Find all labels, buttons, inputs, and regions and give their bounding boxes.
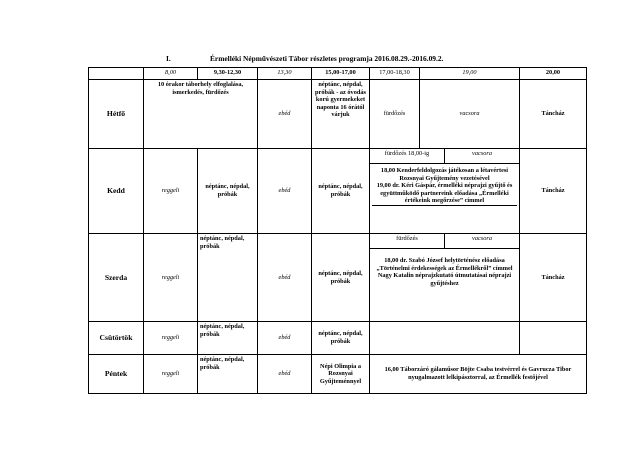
tuesday-morning: néptánc, népdal, próbák [198,149,258,234]
monday-afternoon: néptánc, népdal, próbák - az óvodás korú gyermekeket naponta 16 órától várjuk [312,80,370,149]
header-time-19: 19,00 [420,68,520,80]
tuesday-bath: fürdőzés 18,00-ig [384,150,430,157]
title-number: I. [166,54,171,63]
document-title [166,54,443,63]
wednesday-bath: fürdőzés [396,235,418,242]
row-monday [89,80,587,149]
wednesday-breakfast: reggeli [144,234,198,322]
header-time-8: 8,00 [144,68,198,80]
title-text: Érmelléki Népművészeti Tábor részletes programja 2016.08.29.-2016.09.2. [210,54,444,63]
thursday-afternoon: néptánc, népdal, próbák [312,322,370,355]
wednesday-program-2: Nagy Katalin néprajzkutató útmutatásai néprajzi gyűjtéshez [377,272,512,287]
thursday-lunch: ebéd [258,322,312,355]
friday-breakfast: reggeli [144,355,198,394]
tuesday-program-2: 19,00 dr. Kéri Gáspár, érmelléki néprajzi gyűjtő és együttműködő partnereink előadása „Érmelléki értékeink megőrzése” címmel [372,182,517,206]
monday-bath: fürdőzés [370,80,420,149]
header-time-1330: 13,30 [258,68,312,80]
monday-evening: Táncház [520,80,587,149]
header-row [89,68,587,80]
thursday-empty-evening [370,322,520,355]
tuesday-program-1: 18,00 Kenderfeldolgozás játékosan a létavértesi Rozsnyai Gyűjtemény vezetésével [380,167,509,182]
header-time-17: 17,00-18,30 [370,68,420,80]
thursday-breakfast: reggeli [144,322,198,355]
header-time-15: 15,00-17,00 [312,68,370,80]
header-time-930: 9,30-12,30 [198,68,258,80]
wednesday-program-1: 18,00 dr. Szabó József helytörténész előadása „Történelmi érdekességek az Érmellékről” címmel [376,257,513,272]
day-name: Hétfő [89,80,144,149]
day-name: Kedd [89,149,144,234]
tuesday-dinner: vacsora [444,149,519,163]
wednesday-afternoon: néptánc, népdal, próbák [312,234,370,322]
row-wednesday [89,234,587,322]
thursday-empty-night [520,322,587,355]
tuesday-afternoon: néptánc, népdal, próbák [312,149,370,234]
row-tuesday [89,149,587,234]
thursday-morning: néptánc, népdal, próbák [198,322,258,355]
friday-closing: 16,00 Táborzáró gálaműsor Böjte Csaba testvérrel és Gavrucza Tibor nyugalmazott lelkipásztorral, az Érmellék festőjével [370,355,587,394]
day-name: Péntek [89,355,144,394]
monday-dinner: vacsora [420,80,520,149]
wednesday-lunch: ebéd [258,234,312,322]
wednesday-morning: néptánc, népdal, próbák [198,234,258,322]
row-thursday [89,322,587,355]
friday-morning: néptánc, népdal, próbák [198,355,258,394]
wednesday-dinner: vacsora [444,234,519,248]
tuesday-evening: Táncház [520,149,587,234]
tuesday-evening-program [370,149,520,234]
monday-lunch: ebéd [258,80,312,149]
wednesday-evening: Táncház [520,234,587,322]
row-friday [89,355,587,394]
monday-morning: 10 órakor táborhely elfoglalása, ismerkedés, fürdőzés [144,80,258,149]
day-name: Szerda [89,234,144,322]
header-day-cell [89,68,144,80]
friday-lunch: ebéd [258,355,312,394]
day-name: Csütörtök [89,322,144,355]
friday-afternoon: Népi Olimpia a Rozsnyai Gyűjteménnyel [312,355,370,394]
tuesday-breakfast: reggeli [144,149,198,234]
wednesday-evening-program [370,234,520,322]
schedule-table [88,67,587,394]
tuesday-lunch: ebéd [258,149,312,234]
header-time-20: 20,00 [520,68,587,80]
